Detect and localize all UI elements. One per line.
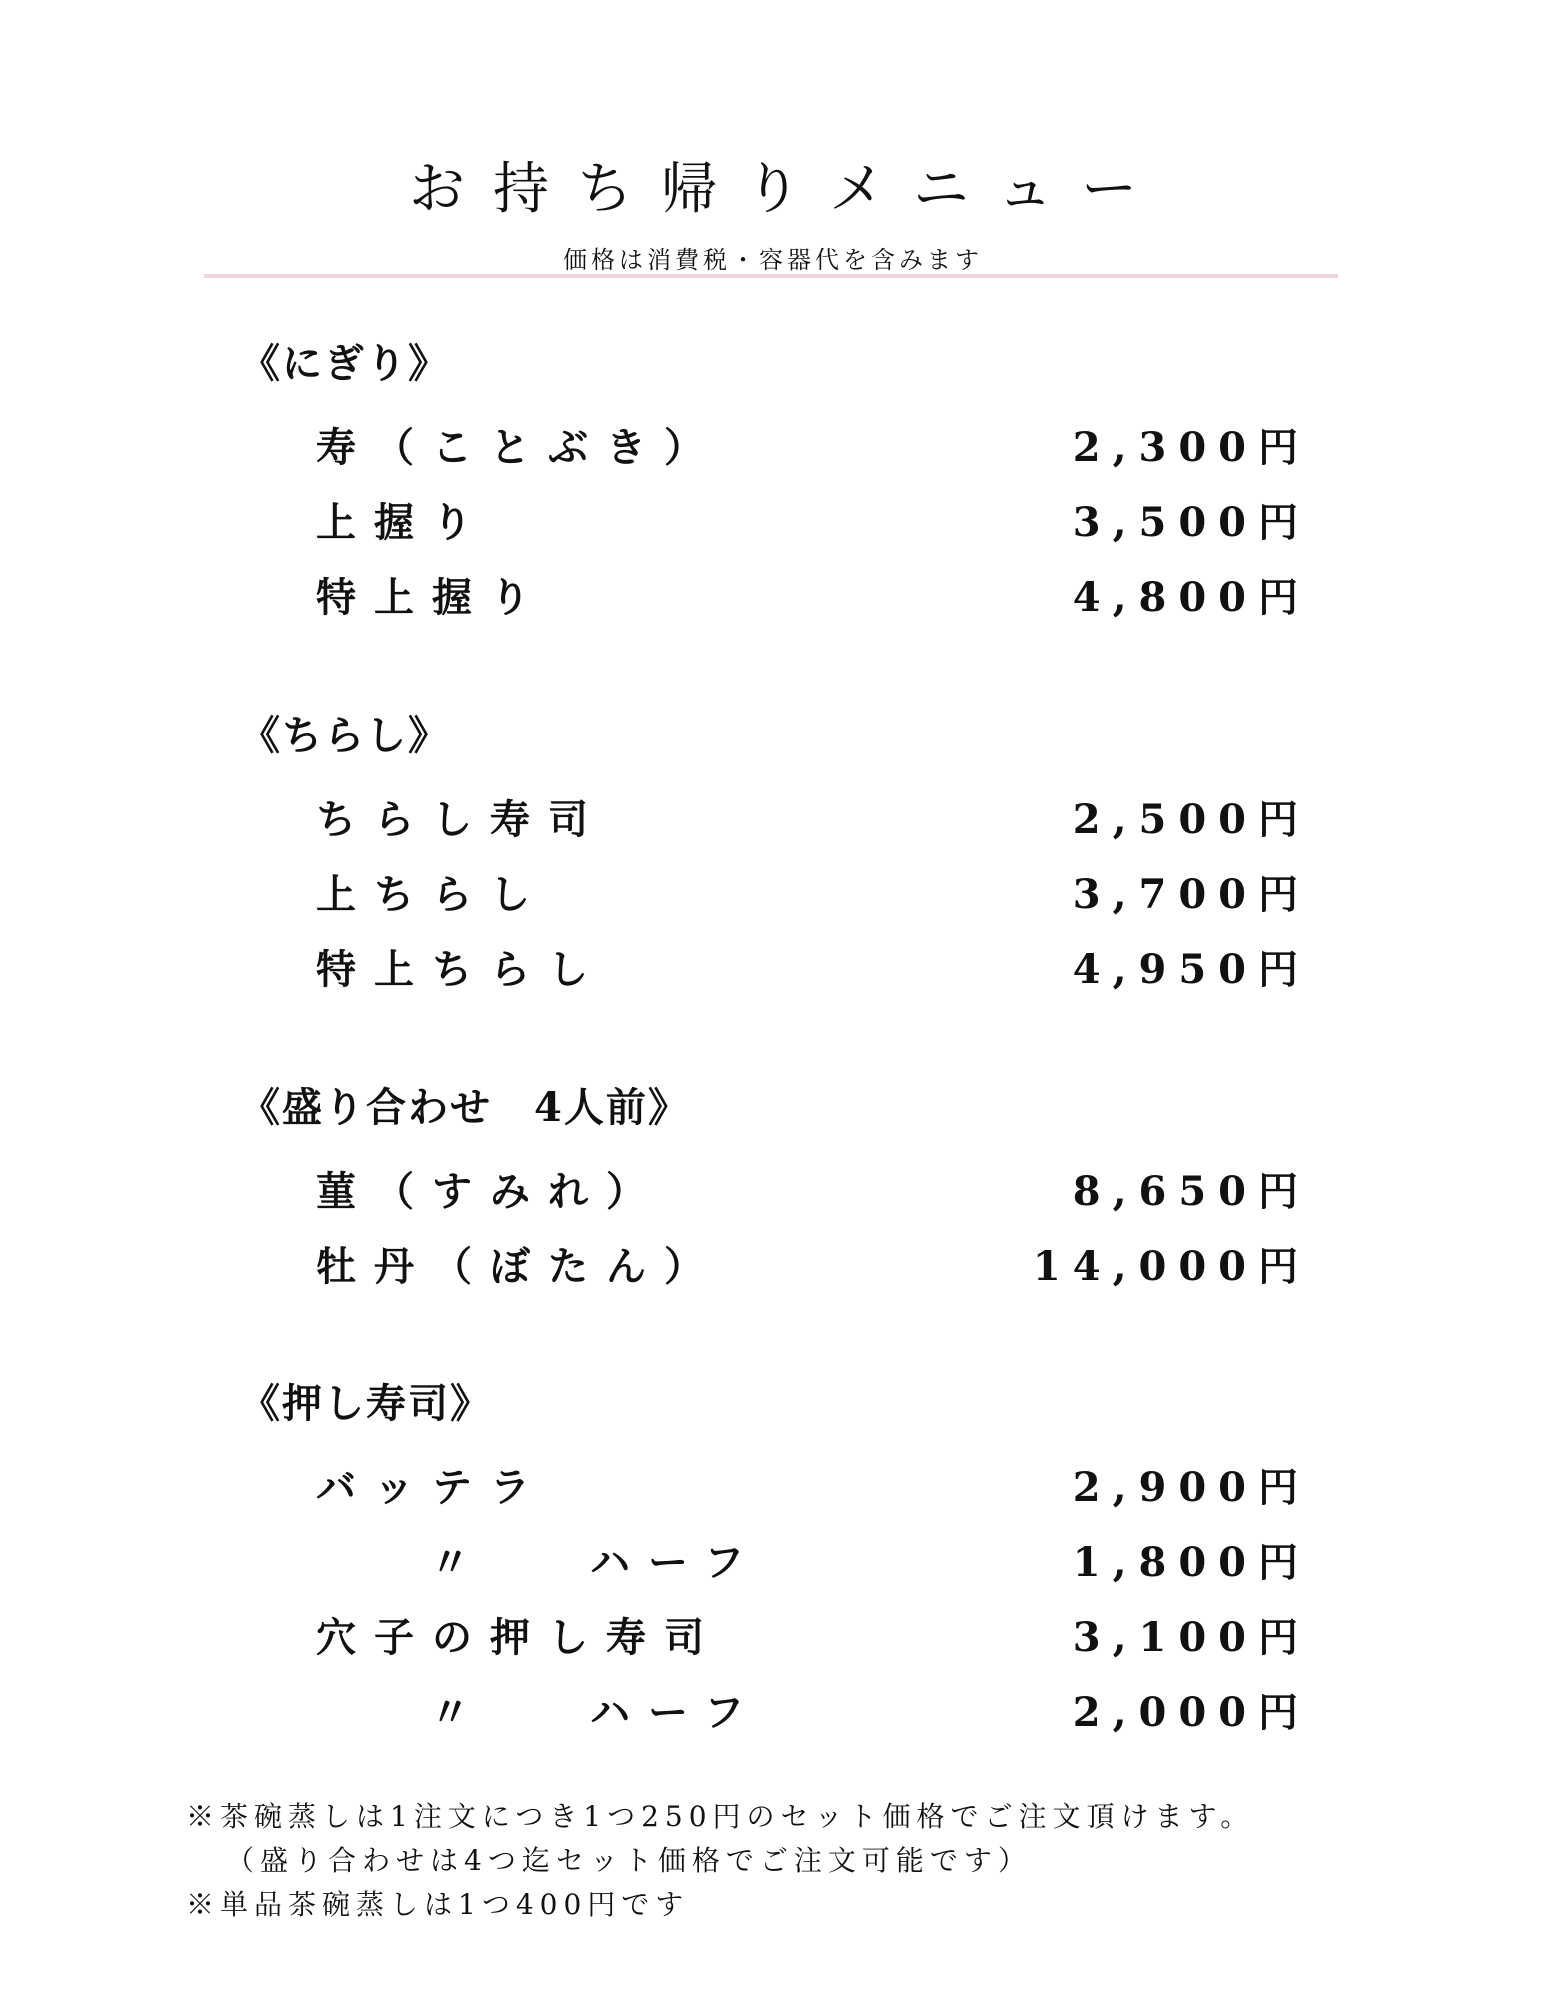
menu-item-name-text: ハーフ <box>590 1689 762 1736</box>
menu-item-price: 1,800円 <box>1072 1539 1310 1586</box>
footnote: （盛り合わせは4つ迄セット価格でご注文可能です） <box>226 1844 1032 1877</box>
menu-item-price: 2,900円 <box>1072 1464 1310 1511</box>
menu-item-name-text: ハーフ <box>590 1539 762 1586</box>
menu-item-name: ちらし寿司 <box>316 796 606 843</box>
page-subtitle: 価格は消費税・容器代を含みます <box>563 246 983 274</box>
menu-item-price: 2,300円 <box>1072 424 1310 471</box>
menu-item-price: 4,800円 <box>1072 574 1310 621</box>
menu-item-name: 穴子の押し寿司 <box>316 1614 722 1661</box>
menu-item-name: 牡丹（ぼたん） <box>316 1243 722 1290</box>
menu-item-price: 2,000円 <box>1072 1689 1310 1736</box>
footnote: ※単品茶碗蒸しは1つ400円です <box>186 1888 690 1921</box>
section-heading-moriawase: 《盛り合わせ 4人前》 <box>240 1084 690 1131</box>
footnote: ※茶碗蒸しは1注文につき1つ250円のセット価格でご注文頂けます。 <box>186 1800 1255 1833</box>
menu-item-name <box>430 1687 762 1739</box>
menu-item-price: 3,700円 <box>1072 871 1310 918</box>
menu-item-name <box>430 1537 762 1589</box>
menu-item-price: 2,500円 <box>1072 796 1310 843</box>
menu-item-price: 14,000円 <box>1032 1243 1310 1290</box>
page-title: お持ち帰りメニュー <box>409 157 1165 222</box>
section-heading-nigiri: 《にぎり》 <box>240 340 450 387</box>
menu-item-price: 3,100円 <box>1072 1614 1310 1661</box>
menu-item-price: 8,650円 <box>1072 1168 1310 1215</box>
menu-item-price: 3,500円 <box>1072 499 1310 546</box>
section-heading-oshizushi: 《押し寿司》 <box>240 1380 492 1427</box>
menu-item-name: 寿（ことぶき） <box>316 424 722 471</box>
menu-item-name: 特上握り <box>316 574 548 621</box>
menu-item-price: 4,950円 <box>1072 946 1310 993</box>
ditto-mark: 〃 <box>430 1539 488 1586</box>
menu-item-name: 上握り <box>316 499 490 546</box>
ditto-mark: 〃 <box>430 1689 488 1736</box>
menu-item-name: バッテラ <box>316 1464 548 1511</box>
section-heading-chirashi: 《ちらし》 <box>240 712 450 759</box>
menu-item-name: 上ちらし <box>316 871 548 918</box>
title-divider <box>204 274 1338 278</box>
menu-item-name: 菫（すみれ） <box>316 1168 664 1215</box>
menu-item-name: 特上ちらし <box>316 946 606 993</box>
